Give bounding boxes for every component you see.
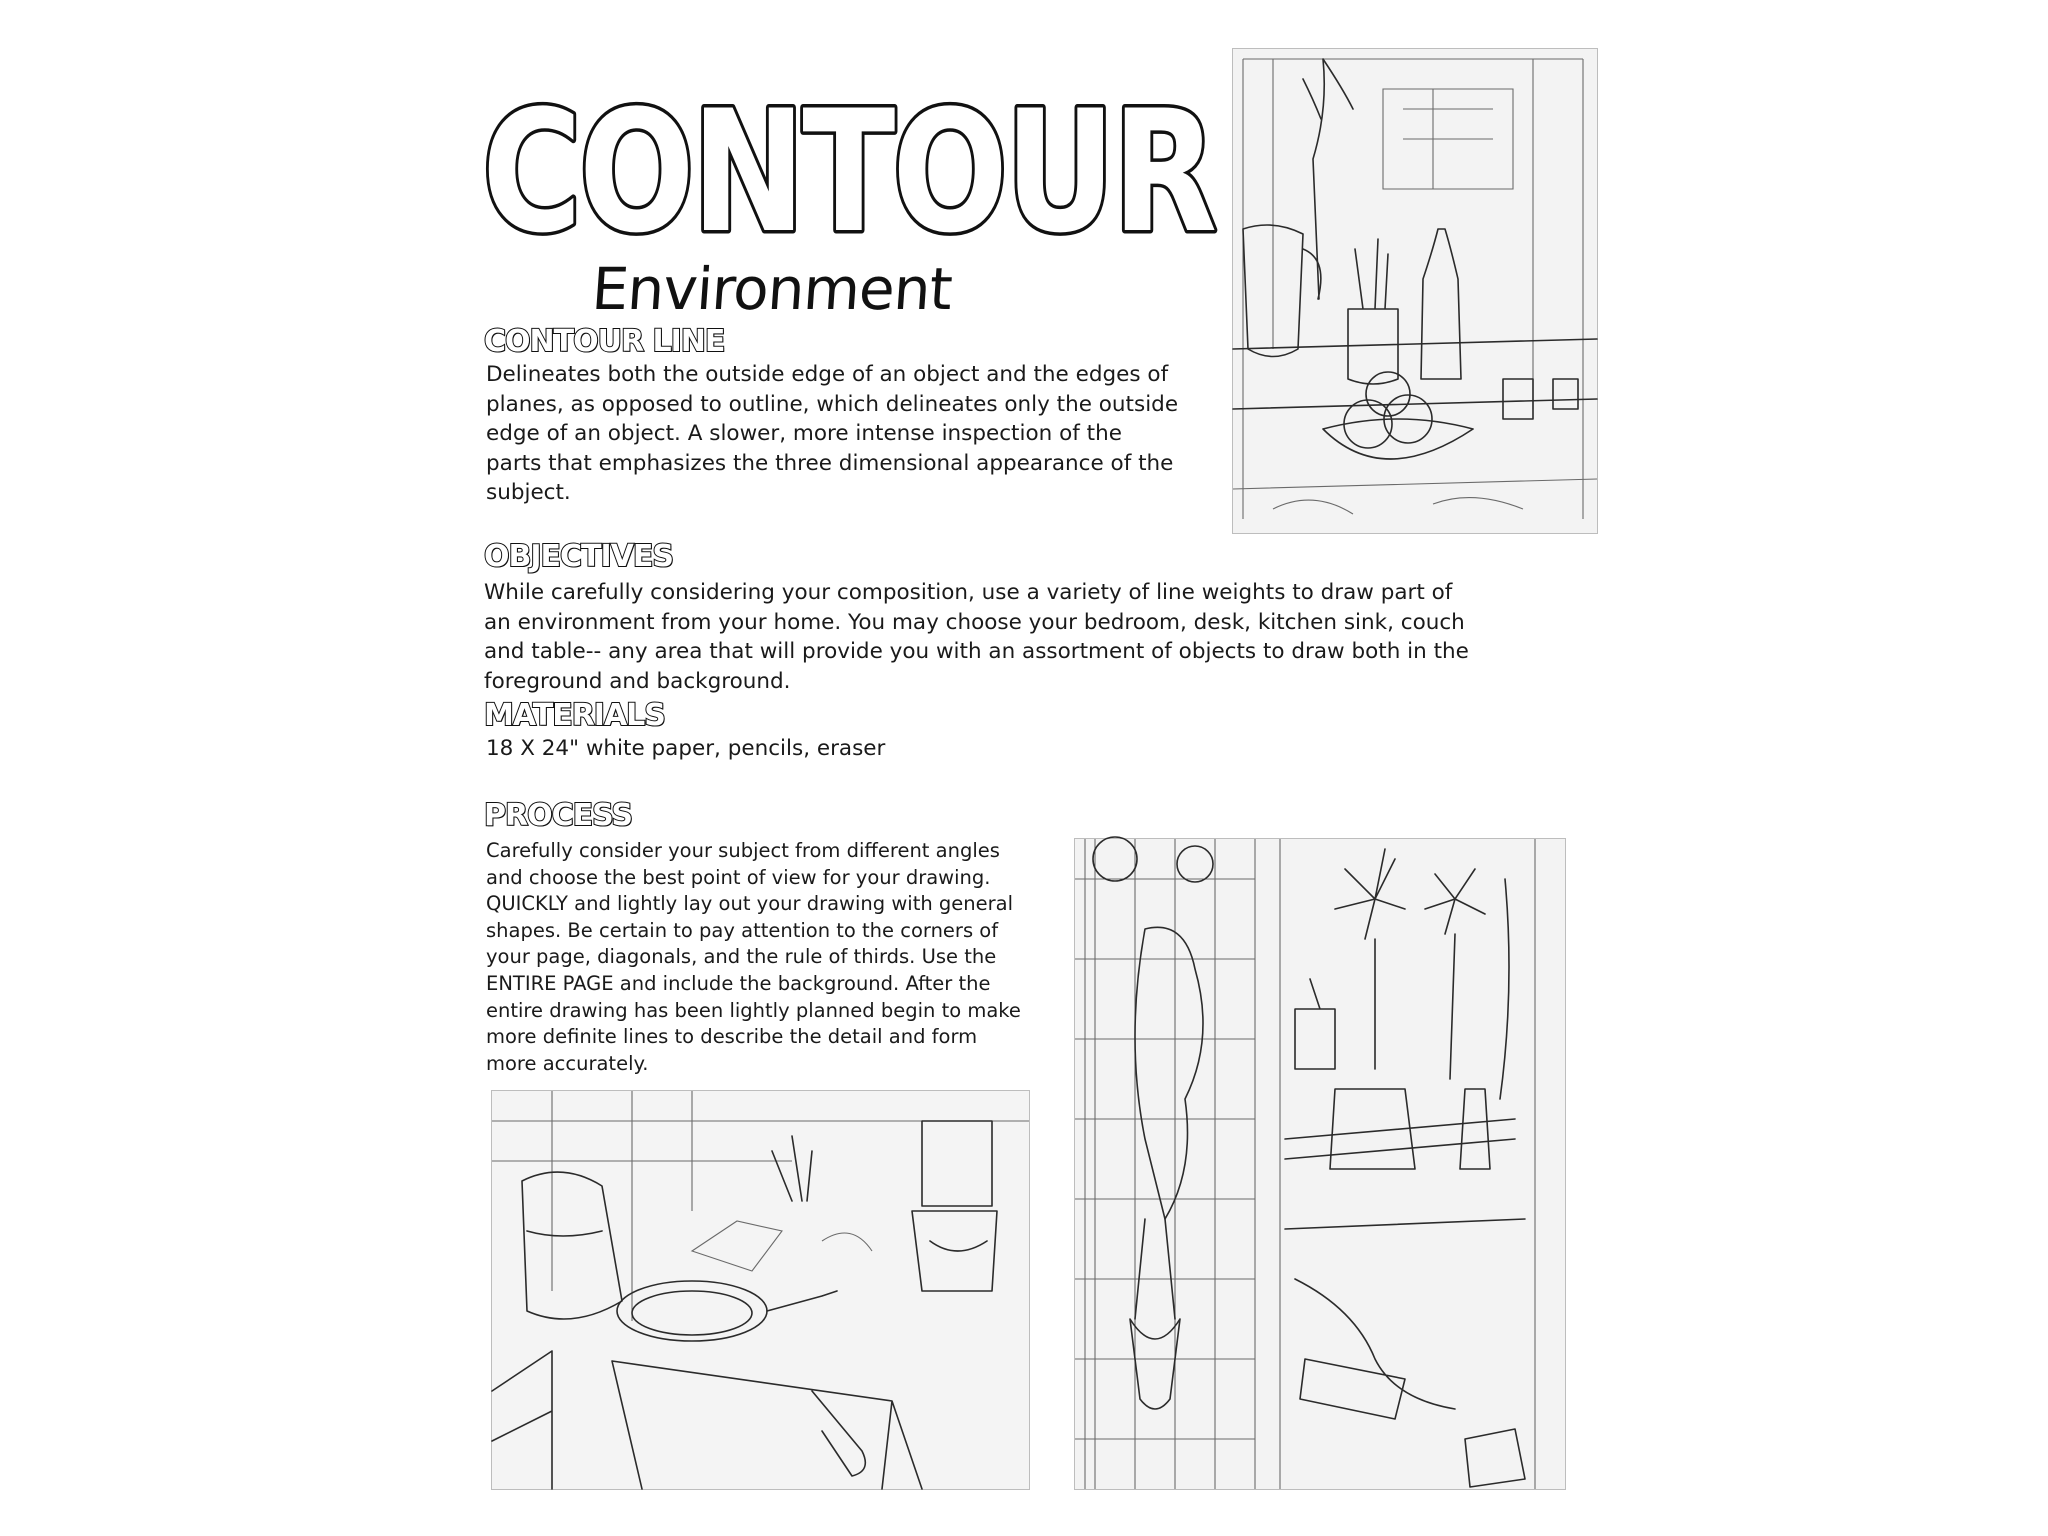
title-text: CONTOUR — [482, 74, 1215, 270]
section-body-objectives: While carefully considering your composition, use a variety of line weights to draw part of an environment from your home. You may choose your bedroom, desk, kitchen sink, couch and table-- any area that will provide you with an assortment of objects to draw both in the foreground and background. — [484, 580, 1469, 694]
title-lettering — [482, 60, 1222, 270]
section-body-contour-line: Delineates both the outside edge of an object and the edges of planes, as opposed to outline, which delineates only the outside edge of an object. A slower, more intense inspection of the parts that emphasizes the three dimensional appearance of the subject. — [486, 362, 1179, 505]
page-title — [482, 60, 1222, 270]
section-body-process: Carefully consider your subject from different angles and choose the best point of view for your drawing. QUICKLY and lightly lay out your drawing with general shapes. Be certain to pay attention to the corners of your page, diagonals, and the rule of thirds. Use the ENTIRE PAGE and include the background. After the entire drawing has been lightly planned begin to make more definite lines to describe the detail and form more accurately. — [486, 839, 1021, 1075]
drawing-room-corner — [1074, 838, 1566, 1490]
contour-drawing-kitchen-counter-icon — [492, 1091, 1029, 1489]
contour-drawing-room-corner-icon — [1075, 839, 1565, 1489]
section-heading-materials: MATERIALS — [484, 698, 665, 733]
section-heading-process: PROCESS — [484, 798, 632, 833]
drawing-kitchen-window — [1232, 48, 1598, 534]
section-heading-contour-line: CONTOUR LINE — [484, 324, 725, 359]
contour-drawing-kitchen-window-icon — [1233, 49, 1597, 533]
subtitle: Environment — [589, 255, 954, 323]
section-heading-objectives: OBJECTIVES — [484, 539, 673, 574]
drawing-kitchen-counter — [491, 1090, 1030, 1490]
section-body-materials: 18 X 24" white paper, pencils, eraser — [486, 736, 886, 761]
